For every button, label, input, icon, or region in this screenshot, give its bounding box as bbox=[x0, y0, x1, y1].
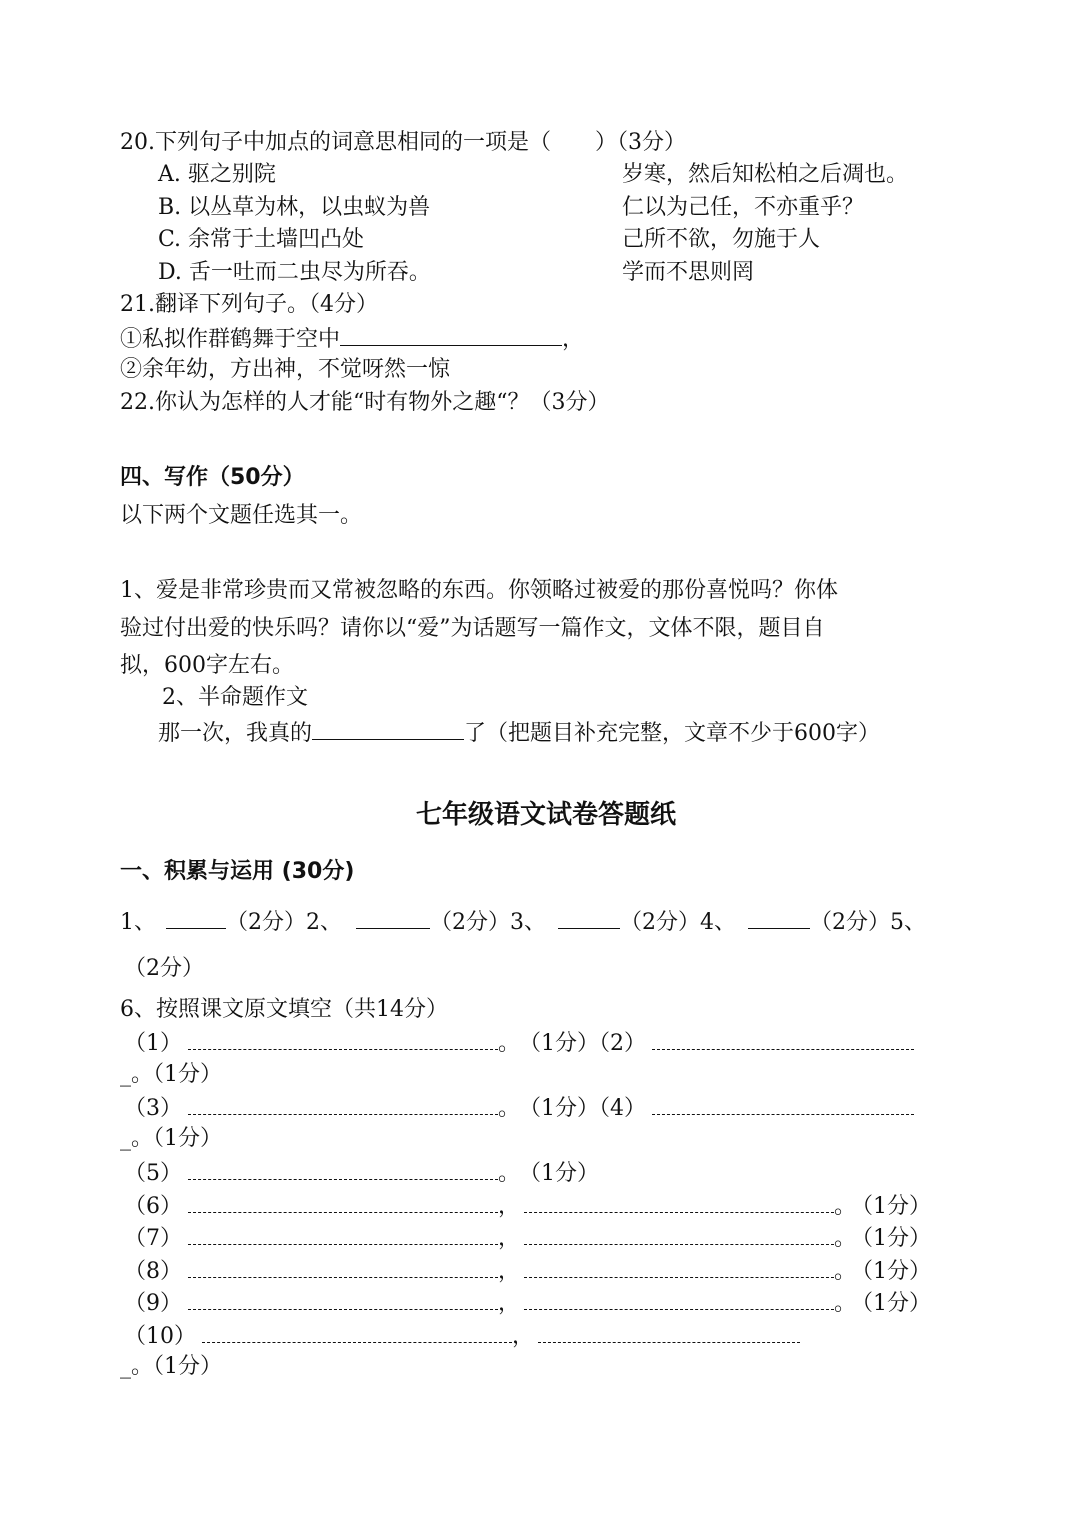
fill-3-label: （3） bbox=[124, 1096, 182, 1121]
fill-7-blank-a[interactable] bbox=[188, 1222, 498, 1245]
q20-option-d-pair: 学而不思则罔 bbox=[622, 260, 755, 285]
item-4-score: （2分） bbox=[810, 910, 890, 935]
fill-9-label: （9） bbox=[124, 1291, 182, 1316]
fill-6-period: 。 bbox=[834, 1194, 857, 1219]
writing-prompt-2 bbox=[158, 717, 880, 749]
item-3-blank[interactable] bbox=[558, 906, 620, 929]
q20-option-c: C. 余常于土墙凹凸处 bbox=[158, 227, 365, 252]
q21-stem: 21.翻译下列句子。（4分） bbox=[120, 292, 378, 317]
fill-7-comma: ， bbox=[498, 1226, 521, 1251]
fill-7-period: 。 bbox=[834, 1226, 857, 1251]
item-5-score: （2分） bbox=[124, 956, 204, 981]
fill-5-blank[interactable] bbox=[188, 1157, 498, 1180]
fill-10-blank-b[interactable] bbox=[538, 1320, 800, 1343]
item-3-score: （2分） bbox=[620, 910, 700, 935]
fill-row-9 bbox=[124, 1287, 931, 1319]
fill-3-period: 。 bbox=[498, 1096, 521, 1121]
fill-9-blank-a[interactable] bbox=[188, 1287, 498, 1310]
fill-7-label: （7） bbox=[124, 1226, 182, 1251]
q21-sentence-1 bbox=[120, 323, 584, 355]
fill-6-label: （6） bbox=[124, 1194, 182, 1219]
fill-7-score: （1分） bbox=[862, 1226, 932, 1251]
fill-row-6 bbox=[124, 1190, 931, 1222]
fill-5-score: （1分） bbox=[530, 1161, 600, 1186]
fill-10-label: （10） bbox=[124, 1324, 196, 1349]
q21-sentence-1-end: ， bbox=[562, 327, 585, 352]
q20-option-a-pair: 岁寒，然后知松柏之后凋也。 bbox=[622, 162, 909, 187]
item-2-score: （2分） bbox=[430, 910, 510, 935]
q6-heading: 6、按照课文原文填空（共14分） bbox=[120, 997, 448, 1022]
fill-2-blank[interactable] bbox=[652, 1027, 914, 1050]
fill-6-blank-a[interactable] bbox=[188, 1190, 498, 1213]
fill-10-blank-a[interactable] bbox=[202, 1320, 512, 1343]
q21-answer-blank-1[interactable] bbox=[340, 323, 562, 346]
fill-row-8 bbox=[124, 1255, 931, 1287]
fill-1-blank[interactable] bbox=[188, 1027, 498, 1050]
fill-10-tail: _。（1分） bbox=[120, 1354, 222, 1379]
writing-prompt-2-prefix: 那一次，我真的 bbox=[158, 721, 313, 746]
fill-6-score: （1分） bbox=[862, 1194, 932, 1219]
answer-items-row bbox=[120, 906, 926, 938]
q20-option-d: D. 舌一吐而二虫尽为所吞。 bbox=[158, 260, 431, 285]
writing-title-blank[interactable] bbox=[312, 717, 464, 740]
fill-5-period: 。 bbox=[498, 1161, 521, 1186]
fill-8-score: （1分） bbox=[862, 1259, 932, 1284]
fill-1-label: （1） bbox=[124, 1031, 182, 1056]
item-4-label: 4、 bbox=[700, 910, 736, 935]
writing-prompt-1-line-3: 拟，600字左右。 bbox=[120, 653, 294, 678]
item-4-blank[interactable] bbox=[748, 906, 810, 929]
q21-sentence-2: ②余年幼，方出神，不觉呀然一惊 bbox=[120, 357, 451, 382]
q20-option-a: A. 驱之别院 bbox=[158, 162, 276, 187]
fill-7-blank-b[interactable] bbox=[524, 1222, 834, 1245]
writing-prompt-2-suffix: 了（把题目补充完整，文章不少于600字） bbox=[464, 721, 881, 746]
fill-4-tail: _。（1分） bbox=[120, 1126, 222, 1151]
fill-2-tail: _。（1分） bbox=[120, 1062, 222, 1087]
fill-6-blank-b[interactable] bbox=[524, 1190, 834, 1213]
fill-9-period: 。 bbox=[834, 1291, 857, 1316]
fill-row-5 bbox=[124, 1157, 599, 1189]
item-2-label: 2、 bbox=[306, 910, 342, 935]
fill-6-comma: ， bbox=[498, 1194, 521, 1219]
fill-8-blank-a[interactable] bbox=[188, 1255, 498, 1278]
item-1-label: 1、 bbox=[120, 910, 156, 935]
fill-4-blank[interactable] bbox=[652, 1092, 914, 1115]
fill-1-period: 。 bbox=[498, 1031, 521, 1056]
item-3-label: 3、 bbox=[510, 910, 546, 935]
writing-heading: 四、写作（50分） bbox=[120, 465, 305, 490]
item-1-score: （2分） bbox=[226, 910, 306, 935]
fill-9-score: （1分） bbox=[862, 1291, 932, 1316]
fill-row-7 bbox=[124, 1222, 931, 1254]
fill-5-label: （5） bbox=[124, 1161, 182, 1186]
fill-8-blank-b[interactable] bbox=[524, 1255, 834, 1278]
fill-row-10 bbox=[124, 1320, 800, 1352]
fill-2-label: （2） bbox=[599, 1031, 647, 1056]
answer-sheet-title: 七年级语文试卷答题纸 bbox=[416, 800, 677, 830]
fill-row-1-2 bbox=[124, 1027, 914, 1059]
fill-1-score: （1分） bbox=[530, 1031, 600, 1056]
q20-option-b: B. 以丛草为林，以虫蚁为兽 bbox=[158, 195, 431, 220]
writing-prompt-2-title: 2、半命题作文 bbox=[162, 685, 308, 710]
fill-10-comma: ， bbox=[512, 1324, 535, 1349]
writing-prompt-1-line-1: 1、爱是非常珍贵而又常被忽略的东西。你领略过被爱的那份喜悦吗？你体 bbox=[120, 578, 838, 603]
item-2-blank[interactable] bbox=[356, 906, 430, 929]
fill-9-blank-b[interactable] bbox=[524, 1287, 834, 1310]
q21-sentence-1-text: ①私拟作群鹤舞于空中 bbox=[120, 327, 341, 352]
fill-3-score: （1分） bbox=[530, 1096, 600, 1121]
q22-stem: 22.你认为怎样的人才能“时有物外之趣“？（3分） bbox=[120, 390, 610, 415]
writing-prompt-1-line-2: 验过付出爱的快乐吗？请你以“爱”为话题写一篇作文，文体不限，题目自 bbox=[120, 616, 825, 641]
writing-intro: 以下两个文题任选其一。 bbox=[120, 503, 363, 528]
q20-option-c-pair: 己所不欲，勿施于人 bbox=[622, 227, 821, 252]
q20-option-b-pair: 仁以为己任，不亦重乎？ bbox=[622, 195, 865, 220]
fill-4-label: （4） bbox=[599, 1096, 647, 1121]
fill-9-comma: ， bbox=[498, 1291, 521, 1316]
fill-row-3-4 bbox=[124, 1092, 914, 1124]
item-1-blank[interactable] bbox=[166, 906, 226, 929]
fill-8-period: 。 bbox=[834, 1259, 857, 1284]
fill-8-comma: ， bbox=[498, 1259, 521, 1284]
answer-section-1-heading: 一、积累与运用 (30分) bbox=[120, 859, 355, 884]
fill-3-blank[interactable] bbox=[188, 1092, 498, 1115]
q20-stem: 20.下列句子中加点的词意思相同的一项是（ ）（3分） bbox=[120, 130, 686, 155]
item-5-label: 5、 bbox=[890, 910, 926, 935]
fill-8-label: （8） bbox=[124, 1259, 182, 1284]
